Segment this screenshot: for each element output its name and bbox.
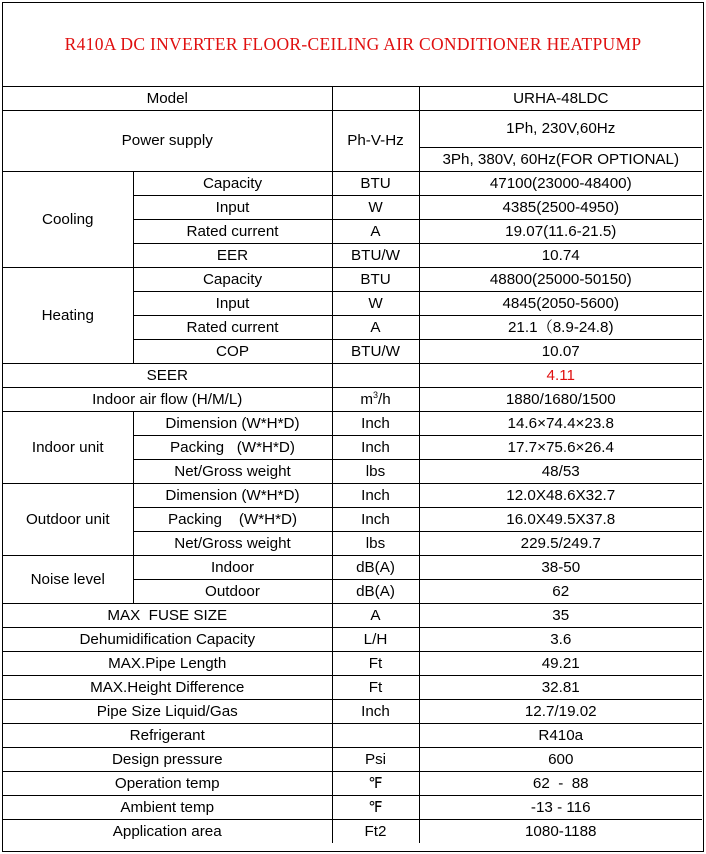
- table-row: [3, 388, 702, 412]
- table-row: [3, 652, 702, 676]
- row-label: MAX.Height Difference: [3, 676, 332, 700]
- unit-cell: A: [332, 220, 419, 244]
- value-cell: 4385(2500-4950): [419, 196, 702, 220]
- unit-cell: Ft: [332, 676, 419, 700]
- value-cell: 49.21: [419, 652, 702, 676]
- param-label: Dimension (W*H*D): [133, 412, 332, 436]
- value-cell: 48800(25000-50150): [419, 268, 702, 292]
- value-cell: 21.1（8.9-24.8): [419, 316, 702, 340]
- value-cell: 62 - 88: [419, 772, 702, 796]
- airflow-unit-tail: /h: [378, 390, 391, 408]
- param-label: Capacity: [133, 268, 332, 292]
- unit-cell: Inch: [332, 508, 419, 532]
- table-row: [3, 87, 702, 111]
- value-cell: 35: [419, 604, 702, 628]
- value-cell: 32.81: [419, 676, 702, 700]
- row-label: MAX FUSE SIZE: [3, 604, 332, 628]
- unit-cell: Ft: [332, 652, 419, 676]
- param-label: Packing (W*H*D): [133, 508, 332, 532]
- table-row: [3, 484, 702, 508]
- noise-level-label: Noise level: [3, 556, 133, 604]
- unit-cell: Inch: [332, 412, 419, 436]
- power-supply-value-2: 3Ph, 380V, 60Hz(FOR OPTIONAL): [419, 148, 702, 172]
- spec-table: [3, 87, 702, 843]
- value-cell: 600: [419, 748, 702, 772]
- value-cell: 16.0X49.5X37.8: [419, 508, 702, 532]
- value-cell: 48/53: [419, 460, 702, 484]
- row-label: Ambient temp: [3, 796, 332, 820]
- row-label: Refrigerant: [3, 724, 332, 748]
- unit-cell: A: [332, 604, 419, 628]
- unit-cell: A: [332, 316, 419, 340]
- row-label: Application area: [3, 820, 332, 844]
- value-cell: 10.07: [419, 340, 702, 364]
- value-cell: 38-50: [419, 556, 702, 580]
- unit-cell: Ft2: [332, 820, 419, 844]
- value-cell: -13 - 116: [419, 796, 702, 820]
- seer-unit: [332, 364, 419, 388]
- value-cell: 19.07(11.6-21.5): [419, 220, 702, 244]
- param-label: COP: [133, 340, 332, 364]
- unit-cell: Inch: [332, 700, 419, 724]
- table-row: [3, 364, 702, 388]
- param-label: Packing (W*H*D): [133, 436, 332, 460]
- unit-cell: Psi: [332, 748, 419, 772]
- param-label: Input: [133, 196, 332, 220]
- unit-cell: W: [332, 196, 419, 220]
- value-cell: 14.6×74.4×23.8: [419, 412, 702, 436]
- table-row: [3, 556, 702, 580]
- model-unit: [332, 87, 419, 111]
- row-label: Operation temp: [3, 772, 332, 796]
- indoor-unit-label: Indoor unit: [3, 412, 133, 484]
- seer-label: SEER: [3, 364, 332, 388]
- model-label: Model: [3, 87, 332, 111]
- power-supply-label: Power supply: [3, 111, 332, 172]
- value-cell: 17.7×75.6×26.4: [419, 436, 702, 460]
- unit-cell: BTU/W: [332, 340, 419, 364]
- value-cell: 1080-1188: [419, 820, 702, 844]
- unit-cell: dB(A): [332, 580, 419, 604]
- value-cell: 3.6: [419, 628, 702, 652]
- param-label: Indoor: [133, 556, 332, 580]
- unit-cell: lbs: [332, 460, 419, 484]
- airflow-unit: [332, 388, 419, 412]
- row-label: Pipe Size Liquid/Gas: [3, 700, 332, 724]
- row-label: Design pressure: [3, 748, 332, 772]
- row-label: Dehumidification Capacity: [3, 628, 332, 652]
- param-label: Net/Gross weight: [133, 532, 332, 556]
- outdoor-unit-label: Outdoor unit: [3, 484, 133, 556]
- param-label: Input: [133, 292, 332, 316]
- table-row: [3, 700, 702, 724]
- value-cell: 12.0X48.6X32.7: [419, 484, 702, 508]
- airflow-label: Indoor air flow (H/M/L): [3, 388, 332, 412]
- table-row: [3, 111, 702, 148]
- document-title: R410A DC INVERTER FLOOR-CEILING AIR CONDITIONER HEATPUMP: [3, 3, 703, 87]
- table-row: [3, 724, 702, 748]
- unit-cell: W: [332, 292, 419, 316]
- param-label: Capacity: [133, 172, 332, 196]
- unit-cell: ℉: [332, 796, 419, 820]
- unit-cell: ℉: [332, 772, 419, 796]
- unit-cell: BTU: [332, 172, 419, 196]
- unit-cell: BTU: [332, 268, 419, 292]
- value-cell: 229.5/249.7: [419, 532, 702, 556]
- param-label: Rated current: [133, 220, 332, 244]
- power-supply-unit: Ph-V-Hz: [332, 111, 419, 172]
- table-row: [3, 796, 702, 820]
- param-label: Rated current: [133, 316, 332, 340]
- table-row: [3, 268, 702, 292]
- power-supply-value-1: 1Ph, 230V,60Hz: [419, 111, 702, 148]
- value-cell: 47100(23000-48400): [419, 172, 702, 196]
- unit-cell: lbs: [332, 532, 419, 556]
- unit-cell: L/H: [332, 628, 419, 652]
- table-row: [3, 628, 702, 652]
- param-label: Net/Gross weight: [133, 460, 332, 484]
- value-cell: R410a: [419, 724, 702, 748]
- unit-cell: dB(A): [332, 556, 419, 580]
- unit-cell: BTU/W: [332, 244, 419, 268]
- spec-sheet: [2, 2, 704, 852]
- table-row: [3, 412, 702, 436]
- unit-cell: [332, 724, 419, 748]
- value-cell: 62: [419, 580, 702, 604]
- table-row: [3, 604, 702, 628]
- param-label: EER: [133, 244, 332, 268]
- param-label: Dimension (W*H*D): [133, 484, 332, 508]
- value-cell: 10.74: [419, 244, 702, 268]
- airflow-value: 1880/1680/1500: [419, 388, 702, 412]
- row-label: MAX.Pipe Length: [3, 652, 332, 676]
- airflow-unit-base: m: [360, 390, 373, 408]
- cooling-label: Cooling: [3, 172, 133, 268]
- value-cell: 4845(2050-5600): [419, 292, 702, 316]
- value-cell: 12.7/19.02: [419, 700, 702, 724]
- table-row: [3, 172, 702, 196]
- airflow-unit-sup: 3: [372, 389, 378, 400]
- table-row: [3, 820, 702, 844]
- table-row: [3, 748, 702, 772]
- unit-cell: Inch: [332, 484, 419, 508]
- model-value: URHA-48LDC: [419, 87, 702, 111]
- param-label: Outdoor: [133, 580, 332, 604]
- table-row: [3, 772, 702, 796]
- heating-label: Heating: [3, 268, 133, 364]
- seer-value: 4.11: [419, 364, 702, 388]
- table-row: [3, 676, 702, 700]
- unit-cell: Inch: [332, 436, 419, 460]
